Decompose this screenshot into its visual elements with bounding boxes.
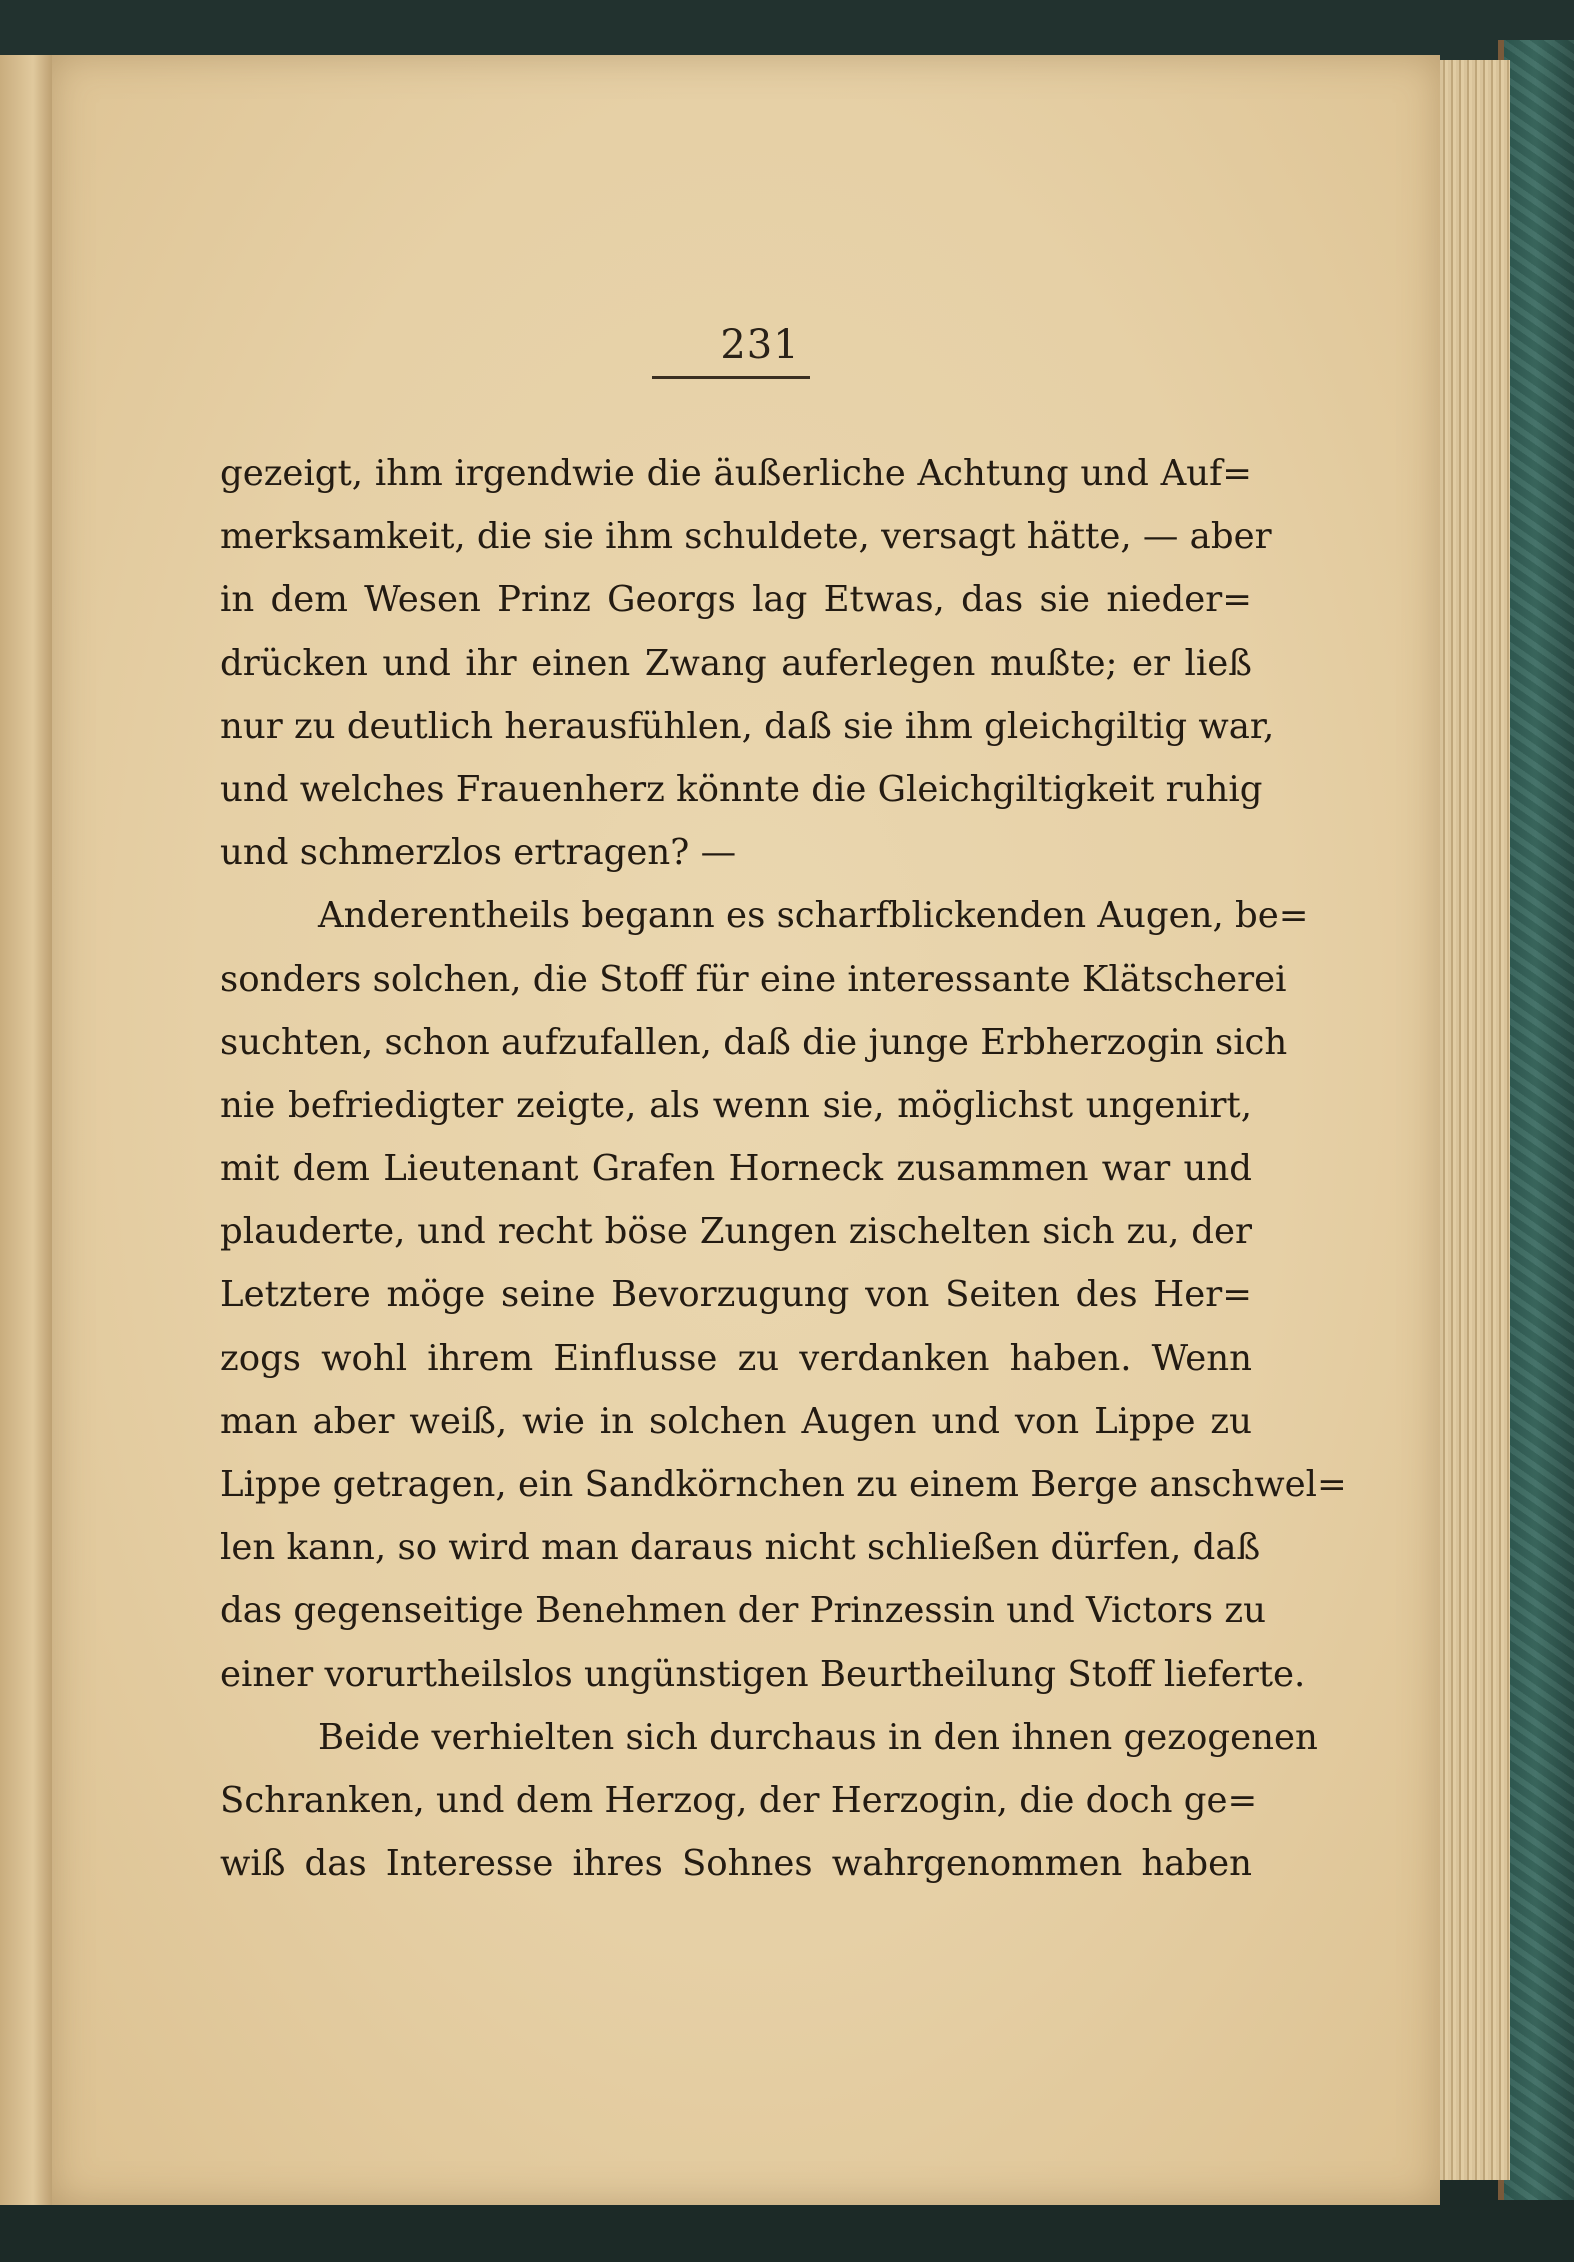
text-line: einer vorurtheilslos ungünstigen Beurtheilung Stoff lieferte.: [220, 1653, 1306, 1695]
text-line: len kann, so wird man daraus nicht schließen dürfen, daß: [220, 1527, 1261, 1569]
text-line: plauderte, und recht böse Zungen zischelten sich zu, der: [220, 1211, 1252, 1253]
text-line: mit dem Lieutenant Grafen Horneck zusammen war und: [220, 1148, 1252, 1190]
page-number: 231: [720, 322, 800, 368]
page-body-text: [220, 442, 1347, 1895]
page-number-rule: [652, 376, 810, 379]
text-line: Letztere möge seine Bevorzugung von Seiten des Her=: [220, 1274, 1252, 1316]
text-line: drücken und ihr einen Zwang auferlegen mußte; er ließ: [220, 642, 1252, 684]
text-line: zogs wohl ihrem Einflusse zu verdanken haben. Wenn: [220, 1337, 1252, 1379]
text-line: merksamkeit, die sie ihm schuldete, versagt hätte, — aber: [220, 516, 1272, 558]
text-line: suchten, schon aufzufallen, daß die junge Erbherzogin sich: [220, 1021, 1288, 1063]
text-line: man aber weiß, wie in solchen Augen und von Lippe zu: [220, 1400, 1252, 1442]
text-line: wiß das Interesse ihres Sohnes wahrgenommen haben: [220, 1843, 1252, 1885]
text-line: gezeigt, ihm irgendwie die äußerliche Achtung und Auf=: [220, 453, 1252, 494]
text-line: Beide verhielten sich durchaus in den ihnen gezogenen: [318, 1716, 1318, 1758]
text-line: nur zu deutlich herausfühlen, daß sie ihm gleichgiltig war,: [220, 705, 1275, 747]
text-line: sonders solchen, die Stoff für eine interessante Klätscherei: [220, 958, 1287, 1000]
text-line: Anderentheils begann es scharfblickenden Augen, be=: [318, 895, 1309, 937]
text-line: das gegenseitige Benehmen der Prinzessin und Victors zu: [220, 1590, 1266, 1632]
text-line: Lippe getragen, ein Sandkörnchen zu einem Berge anschwel=: [220, 1464, 1347, 1505]
text-line: nie befriedigter zeigte, als wenn sie, möglichst ungenirt,: [220, 1084, 1252, 1126]
text-line: Schranken, und dem Herzog, der Herzogin, die doch ge=: [220, 1779, 1258, 1821]
text-line: und schmerzlos ertragen? —: [220, 832, 737, 874]
text-line: in dem Wesen Prinz Georgs lag Etwas, das sie nieder=: [220, 579, 1252, 621]
text-line: und welches Frauenherz könnte die Gleichgiltigkeit ruhig: [220, 768, 1263, 810]
facing-page-sliver: [0, 55, 57, 2205]
